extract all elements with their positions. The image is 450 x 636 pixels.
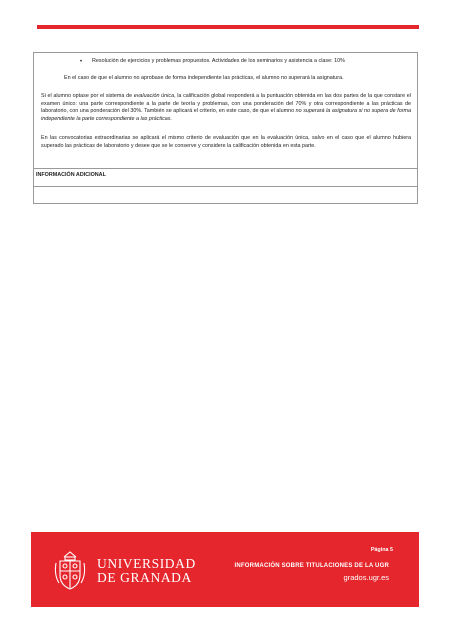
- bullet-icon: •: [80, 59, 83, 65]
- section-divider-2: [34, 186, 417, 187]
- evaluacion-unica-paragraph: [41, 93, 411, 123]
- section-divider: [34, 168, 417, 169]
- unica-text-a: Si el alumno optase por el sistema de: [41, 93, 134, 99]
- practicas-rule: En el caso de que el alumno no aprobase de forma independiente las prácticas, el alumno no superará la asignatura.: [64, 75, 344, 81]
- unica-emphasis: evaluación única: [133, 93, 175, 99]
- page-number: Página 5: [370, 547, 393, 553]
- university-name-line1: UNIVERSIDAD: [97, 556, 196, 571]
- university-crest-icon: [53, 549, 87, 591]
- header-rule: [37, 25, 419, 29]
- footer-banner: [31, 532, 419, 607]
- unica-text-b: , la calificación global responderá a la puntuación obtenida en las dos partes de la que constare el examen único: una parte correspondiente a la parte de teoría y problemas, con una ponderación del 70% y otra correspondiente a las prácticas de laboratorio, con una ponderación del 30%. También se aplicará el criterio, en este caso, de que el alumno: [41, 93, 411, 115]
- extraordinarias-paragraph: En las convocatorias extraordinarias se aplicará el mismo criterio de evaluación que en la evaluación única, salvo en el caso que el alumno hubiera superado las prácticas de laboratorio y desee que se le conserve y considere la calificación obtenida en esta parte.: [41, 135, 411, 149]
- unica-emphasis-2: no superará la asignatura si no supera de forma independiente la parte correspondiente a las prácticas.: [41, 108, 411, 122]
- evaluation-bullet: Resolución de ejercicios y problemas propuestos. Actividades de los seminarios y asistencia a clase: 10%: [92, 58, 345, 64]
- info-adicional-title: INFORMACIÓN ADICIONAL: [36, 172, 106, 178]
- university-name-line2: DE GRANADA: [97, 570, 192, 585]
- website-link[interactable]: grados.ugr.es: [343, 573, 389, 582]
- content-box: [33, 52, 418, 204]
- evaluation-section: [34, 53, 417, 168]
- info-titulaciones-label: INFORMACIÓN SOBRE TITULACIONES DE LA UGR: [234, 563, 389, 569]
